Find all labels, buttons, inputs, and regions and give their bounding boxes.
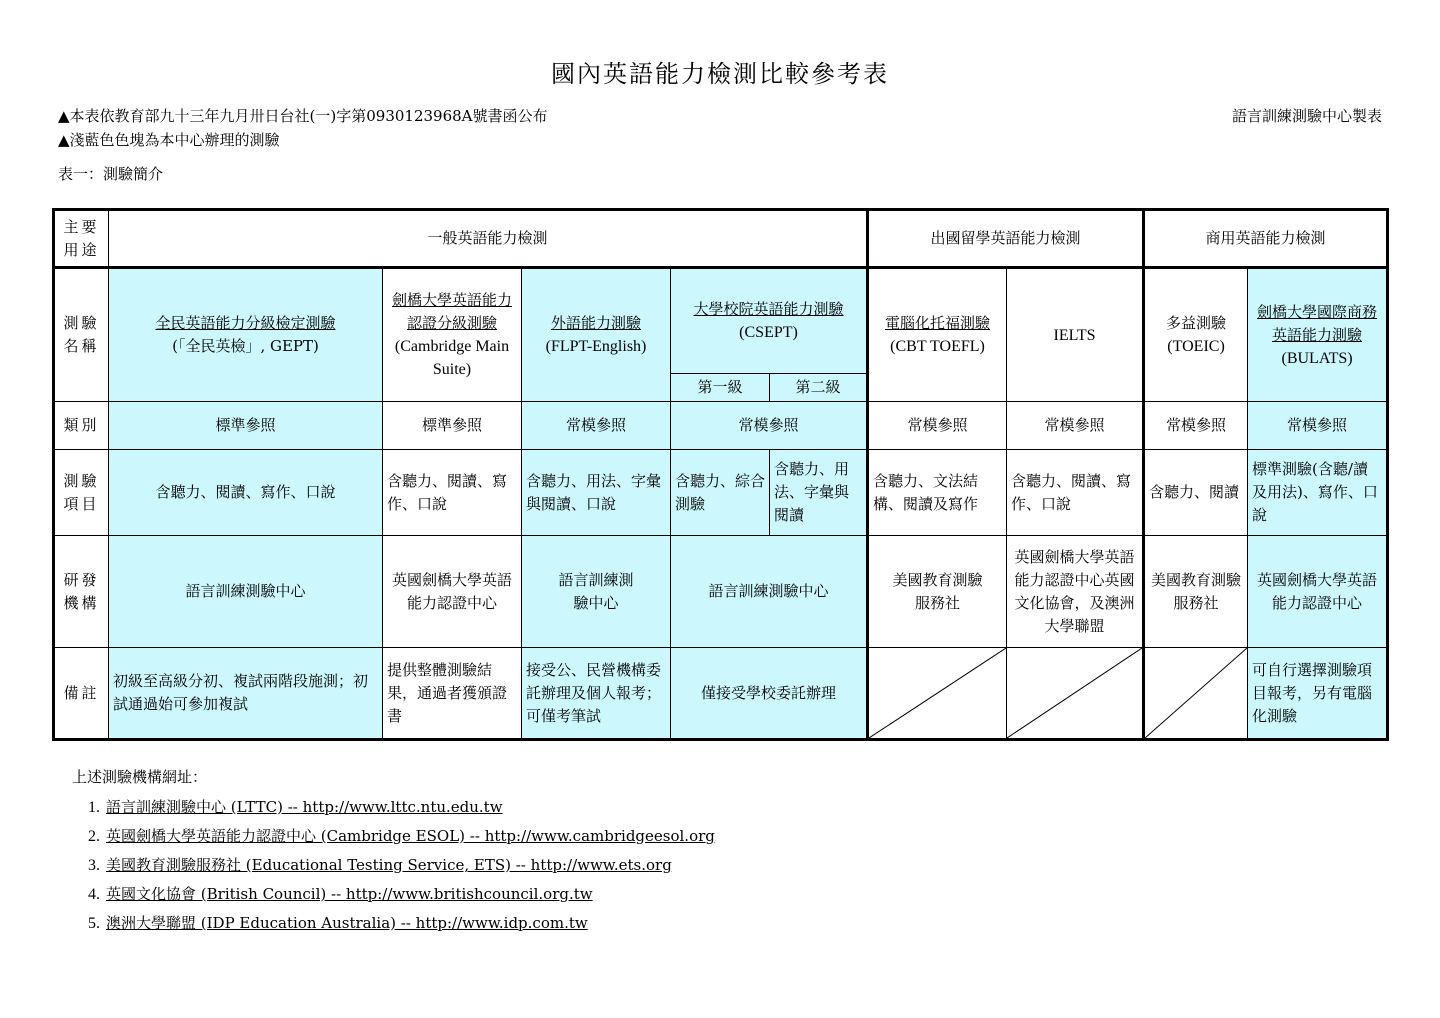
test-name-cambridge-main-suite	[383, 268, 522, 402]
test-title: 外語能力測驗	[550, 314, 641, 332]
purpose-general: 一般英語能力檢測	[109, 210, 868, 268]
remarks-csept: 僅接受學校委託辦理	[671, 648, 868, 740]
link-item[interactable]	[88, 881, 715, 910]
items-csept-level-1: 含聽力、綜合測驗	[671, 450, 770, 536]
test-title: 全民英語能力分級檢定測驗	[155, 314, 336, 332]
row-label-developer: 研發機構	[54, 536, 109, 648]
test-title: 劍橋大學國際商務英語能力測驗	[1257, 302, 1378, 344]
category-ielts: 常模參照	[1007, 402, 1144, 450]
category-cambridge: 標準參照	[383, 402, 522, 450]
link-number: 1.	[88, 799, 100, 816]
diagonal-line-icon	[1145, 648, 1247, 738]
row-label-items: 測驗項目	[54, 450, 109, 536]
row-label-category: 類別	[54, 402, 109, 450]
link-number: 4.	[88, 886, 100, 903]
link-text[interactable]: 語言訓練測驗中心 (LTTC) -- http://www.lttc.ntu.edu.tw	[106, 798, 503, 816]
remarks-toeic-empty	[1144, 648, 1248, 740]
link-number: 2.	[88, 828, 100, 845]
row-label-name: 測驗名稱	[54, 268, 109, 402]
remarks-gept: 初級至高級分初、複試兩階段施測；初試通過始可參加複試	[109, 648, 383, 740]
row-label-remarks: 備註	[54, 648, 109, 740]
category-row	[54, 402, 1388, 450]
link-item[interactable]	[88, 852, 715, 881]
items-ielts: 含聽力、閱讀、寫作、口說	[1007, 450, 1144, 536]
link-item[interactable]	[88, 823, 715, 852]
csept-level-1: 第一級	[671, 374, 770, 402]
items-bulats: 標準測驗(含聽/讀及用法)、寫作、口說	[1248, 450, 1388, 536]
items-cbt-toefl: 含聽力、文法結構、閱讀及寫作	[868, 450, 1007, 536]
remarks-ielts-empty	[1007, 648, 1144, 740]
developer-row	[54, 536, 1388, 648]
developer-cbt-toefl: 美國教育測驗服務社	[868, 536, 1007, 648]
test-name-row	[54, 268, 1388, 374]
developer-ielts: 英國劍橋大學英語能力認證中心英國文化協會，及澳洲大學聯盟	[1007, 536, 1144, 648]
note-highlight-legend: ▲淺藍色色塊為本中心辦理的測驗	[58, 131, 280, 149]
table-caption: 表一：測驗簡介	[58, 165, 164, 183]
csept-level-2: 第二級	[770, 374, 868, 402]
category-flpt: 常模參照	[522, 402, 671, 450]
developer-gept: 語言訓練測驗中心	[109, 536, 383, 648]
links-list	[88, 794, 715, 939]
test-title: 劍橋大學英語能力認證分級測驗	[391, 291, 512, 332]
links-heading: 上述測驗機構網址：	[72, 768, 208, 786]
items-row	[54, 450, 1388, 536]
test-name-bulats	[1248, 268, 1388, 402]
page-title: 國內英語能力檢測比較參考表	[551, 60, 889, 88]
test-title: 電腦化托福測驗	[885, 314, 991, 332]
category-cbt-toefl: 常模參照	[868, 402, 1007, 450]
remarks-bulats: 可自行選擇測驗項目報考，另有電腦化測驗	[1248, 648, 1388, 740]
developer-cambridge: 英國劍橋大學英語能力認證中心	[383, 536, 522, 648]
developer-flpt: 語言訓練測驗中心	[522, 536, 671, 648]
test-title: 多益測驗	[1166, 314, 1227, 332]
remarks-cbt-toefl-empty	[868, 648, 1007, 740]
purpose-business: 商用英語能力檢測	[1144, 210, 1388, 268]
link-text[interactable]: 美國教育測驗服務社 (Educational Testing Service, ETS) -- http://www.ets.org	[106, 856, 672, 874]
diagonal-line-icon	[869, 648, 1006, 738]
link-item[interactable]	[88, 910, 715, 939]
remarks-row	[54, 648, 1388, 740]
link-item[interactable]	[88, 794, 715, 823]
test-name-cbt-toefl	[868, 268, 1007, 402]
items-cambridge: 含聽力、閱讀、寫作、口說	[383, 450, 522, 536]
link-text[interactable]: 英國文化協會 (British Council) -- http://www.britishcouncil.org.tw	[106, 885, 593, 903]
category-bulats: 常模參照	[1248, 402, 1388, 450]
category-toeic: 常模參照	[1144, 402, 1248, 450]
remarks-cambridge: 提供整體測驗結果，通過者獲頒證書	[383, 648, 522, 740]
test-name-flpt	[522, 268, 671, 402]
items-gept: 含聽力、閱讀、寫作、口說	[109, 450, 383, 536]
test-subtitle: (TOEIC)	[1167, 338, 1225, 355]
test-subtitle: (CSEPT)	[739, 324, 798, 341]
purpose-study-abroad: 出國留學英語能力檢測	[868, 210, 1144, 268]
test-subtitle: (BULATS)	[1281, 349, 1353, 367]
category-csept: 常模參照	[671, 402, 868, 450]
test-subtitle: (「全民英檢」, GEPT)	[172, 337, 319, 355]
test-name-ielts: IELTS	[1007, 268, 1144, 402]
items-toeic: 含聽力、閱讀	[1144, 450, 1248, 536]
maker-label: 語言訓練測驗中心製表	[1231, 107, 1382, 125]
test-subtitle: (Cambridge Main Suite)	[394, 338, 510, 378]
note-official-letter: ▲本表依教育部九十三年九月卅日台社(一)字第0930123968A號書函公布	[58, 107, 548, 125]
remarks-flpt: 接受公、民營機構委託辦理及個人報考；可僅考筆試	[522, 648, 671, 740]
test-title: 大學校院英語能力測驗	[693, 300, 844, 318]
test-name-gept	[109, 268, 383, 402]
test-subtitle: (CBT TOEFL)	[890, 338, 985, 355]
items-flpt: 含聽力、用法、字彙與閱讀、口說	[522, 450, 671, 536]
link-text[interactable]: 英國劍橋大學英語能力認證中心 (Cambridge ESOL) -- http://www.cambridgeesol.org	[106, 827, 715, 845]
comparison-table	[52, 208, 1389, 741]
test-subtitle: (FLPT-English)	[545, 338, 647, 355]
row-label-purpose: 主要用途	[54, 210, 109, 268]
test-name-toeic	[1144, 268, 1248, 402]
developer-toeic: 美國教育測驗服務社	[1144, 536, 1248, 648]
diagonal-line-icon	[1007, 648, 1142, 738]
developer-csept: 語言訓練測驗中心	[671, 536, 868, 648]
link-number: 3.	[88, 857, 100, 874]
items-csept-level-2: 含聽力、用法、字彙與閱讀	[770, 450, 868, 536]
category-gept: 標準參照	[109, 402, 383, 450]
link-text[interactable]: 澳洲大學聯盟 (IDP Education Australia) -- http://www.idp.com.tw	[106, 914, 588, 932]
link-number: 5.	[88, 915, 100, 932]
test-name-csept	[671, 268, 868, 374]
developer-bulats: 英國劍橋大學英語能力認證中心	[1248, 536, 1388, 648]
purpose-row	[54, 210, 1388, 268]
